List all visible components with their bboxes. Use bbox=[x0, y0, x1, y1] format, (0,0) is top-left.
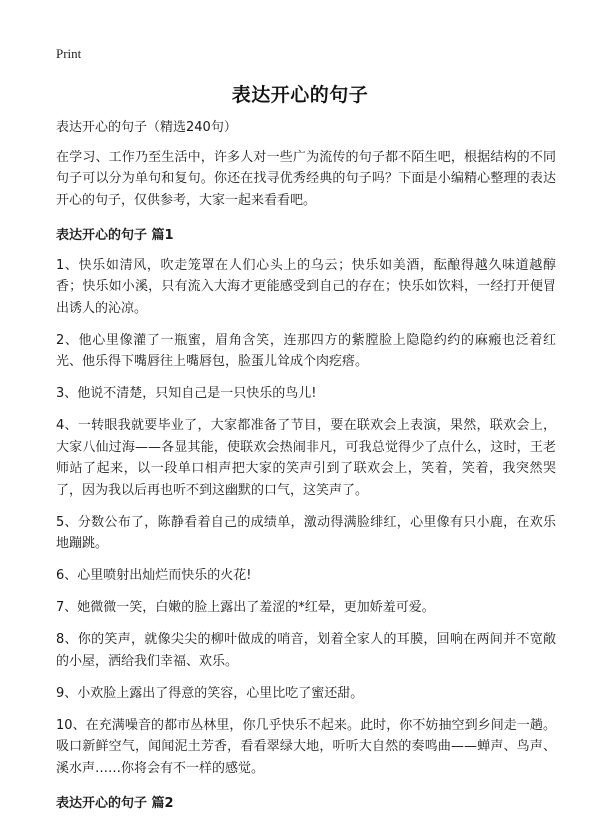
list-item: 5、分数公布了，陈静看着自己的成绩单，激动得满脸绯红，心里像有只小鹿，在欢乐地蹦跳。 bbox=[56, 514, 556, 551]
list-item: 2、他心里像灌了一瓶蜜，眉角含笑，连那四方的紫膛脸上隐隐约约的麻瘢也泛着红光、他乐得下嘴唇往上嘴唇包，脸蛋儿耸成个肉疙瘩。 bbox=[56, 332, 556, 369]
article-subtitle: 表达开心的句子（精选240句） bbox=[56, 120, 237, 135]
section-heading-1: 表达开心的句子 篇1 bbox=[56, 228, 174, 243]
list-item: 10、在充满噪音的都市丛林里，你几乎快乐不起来。此时，你不妨抽空到乡间走一趟。吸口新鲜空气，闻闻泥土芳香，看看翠绿大地，听听大自然的奏鸣曲——蝉声、鸟声、溪水声……你将会有不一样的感觉。 bbox=[56, 717, 556, 776]
list-item: 6、心里喷射出灿烂而快乐的火花! bbox=[56, 568, 252, 583]
article-body bbox=[56, 117, 556, 823]
list-item: 9、小欢脸上露出了得意的笑容，心里比吃了蜜还甜。 bbox=[56, 685, 364, 701]
list-item: 1、快乐如清风，吹走笼罩在人们心头上的乌云；快乐如美酒，酝酿得越久味道越醇香；快乐如小溪，只有流入大海才更能感受到自己的存在；快乐如饮料，一经打开便冒出诱人的沁凉。 bbox=[56, 257, 556, 316]
list-item: 3、他说不清楚，只知自己是一只快乐的鸟儿! bbox=[56, 386, 317, 401]
page-title: 表达开心的句子 bbox=[231, 84, 369, 106]
section-heading-2: 表达开心的句子 篇2 bbox=[56, 796, 174, 811]
intro-paragraph: 在学习、工作乃至生活中，许多人对一些广为流传的句子都不陌生吧，根据结构的不同句子可以分为单句和复句。你还在找寻优秀经典的句子吗？下面是小编精心整理的表达开心的句子，仅供参考，大家一起来看看吧。 bbox=[56, 149, 556, 208]
list-item: 7、她微微一笑，白嫩的脸上露出了羞涩的*红晕，更加娇羞可爱。 bbox=[56, 600, 435, 615]
list-item: 4、一转眼我就要毕业了，大家都准备了节目，要在联欢会上表演，果然，联欢会上，大家八仙过海——各显其能，使联欢会热闹非凡，可我总觉得少了点什么，这时，王老师站了起来，以一段单口相声把大家的笑声引到了联欢会上，笑着，笑着，我突然哭了，因为我以后再也听不到这幽默的口气，这笑声了。 bbox=[56, 418, 556, 498]
print-link[interactable]: Print bbox=[56, 46, 82, 61]
list-item: 8、你的笑声，就像尖尖的柳叶做成的哨音，划着全家人的耳膜，回响在两间并不宽敞的小屋，洒给我们幸福、欢乐。 bbox=[56, 632, 556, 669]
